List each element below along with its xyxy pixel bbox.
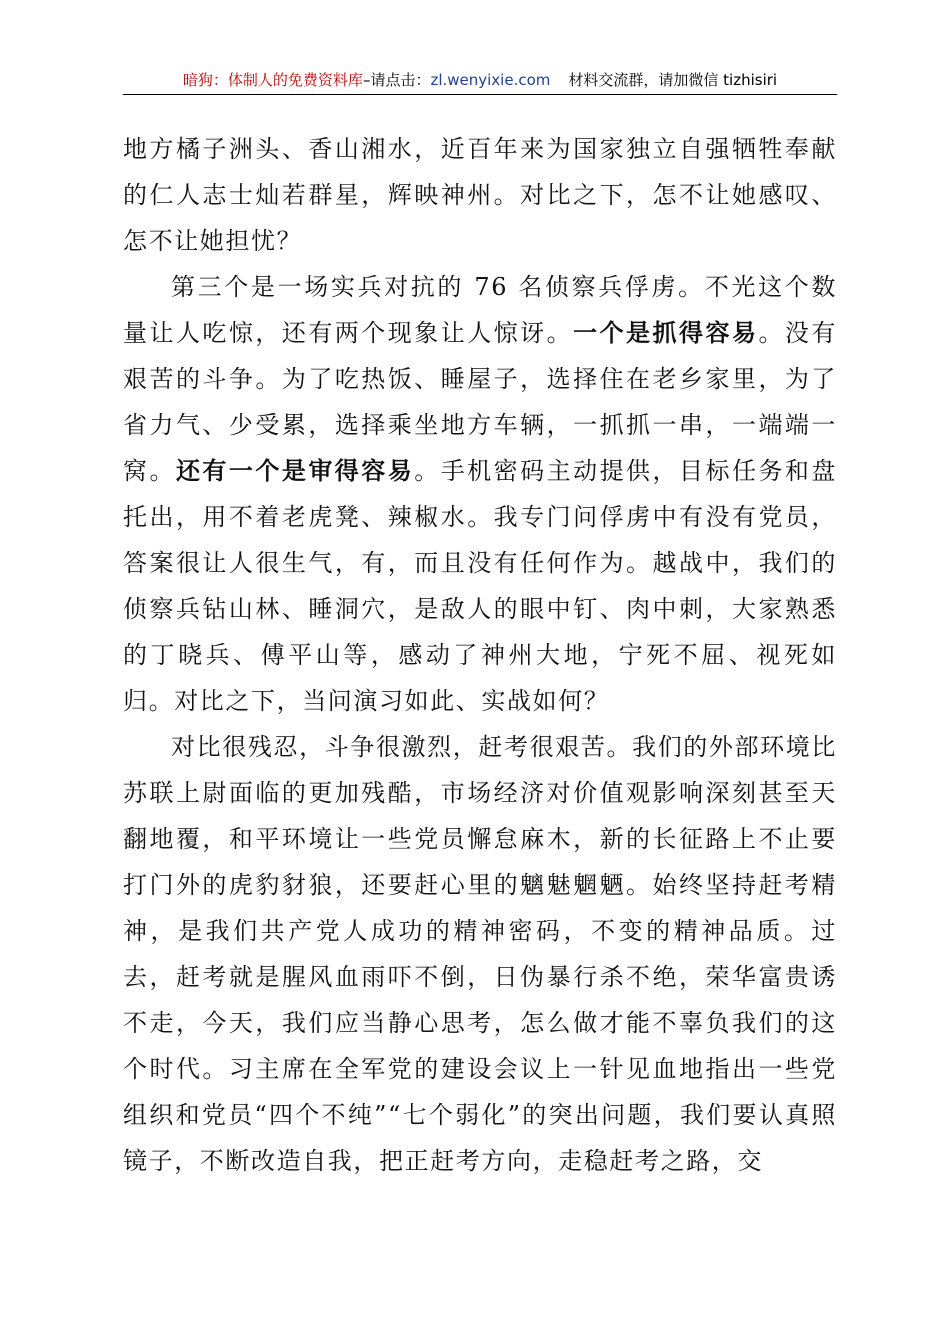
paragraph-2 bbox=[123, 264, 837, 724]
paragraph-2-heading-1: 一个是抓得容易 bbox=[573, 318, 759, 347]
paragraph-2-body-1: 。没有艰苦的斗争。为了吃热饭、睡屋子，选择住在老乡家里，为了省力气、少受累，选择乘坐地方车辆，一抓抓一串，一端端一窝。 bbox=[123, 319, 838, 485]
paragraph-3: 对比很残忍，斗争很激烈，赶考很艰苦。我们的外部环境比苏联上尉面临的更加残酷，市场经济对价值观影响深刻甚至天翻地覆，和平环境让一些党员懈怠麻木，新的长征路上不止要打门外的虎豹豺狼，还要赶心里的魑魅魍魉。始终坚持赶考精神，是我们共产党人成功的精神密码，不变的精神品质。过去，赶考就是腥风血雨吓不倒，日伪暴行杀不绝，荣华富贵诱不走，今天，我们应当静心思考，怎么做才能不辜负我们的这个时代。习主席在全军党的建设会议上一针见血地指出一些党组织和党员“四个不纯”“七个弱化”的突出问题，我们要认真照镜子，不断改造自我，把正赶考方向，走稳赶考之路，交 bbox=[123, 733, 837, 1175]
header-brand: 暗狗：体制人的免费资料库 bbox=[182, 71, 363, 89]
header-contact: 材料交流群，请加微信 tizhisiri bbox=[568, 71, 778, 89]
paragraph-2-heading-2: 还有一个是审得容易 bbox=[175, 456, 415, 485]
header-link[interactable]: zl.wenyixie.com bbox=[430, 71, 551, 89]
document-body bbox=[123, 126, 837, 1184]
paragraph-2-intro: 第三个是一场实兵对抗的 76 名侦察兵俘虏。不光这个数量让人吃惊，还有两个现象让人惊讶。 bbox=[123, 273, 837, 347]
paragraph-2-body-2: 。手机密码主动提供，目标任务和盘托出，用不着老虎凳、辣椒水。我专门问俘虏中有没有党员，答案很让人很生气，有，而且没有任何作为。越战中，我们的侦察兵钻山林、睡洞穴，是敌人的眼中钉、肉中刺，大家熟悉的丁晓兵、傅平山等，感动了神州大地，宁死不屈、视死如归。对比之下，当问演习如此、实战如何？ bbox=[123, 457, 837, 715]
header-prompt: –请点击： bbox=[362, 71, 431, 89]
paragraph-1: 地方橘子洲头、香山湘水，近百年来为国家独立自强牺牲奉献的仁人志士灿若群星，辉映神州。对比之下，怎不让她感叹、怎不让她担忧？ bbox=[123, 135, 837, 255]
page-header bbox=[123, 68, 837, 95]
